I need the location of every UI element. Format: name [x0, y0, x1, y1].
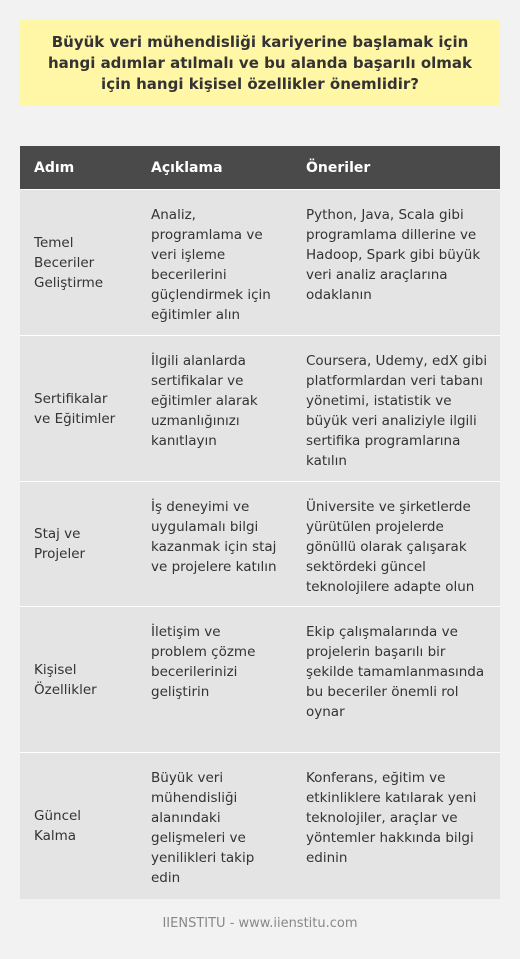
table-header-row [20, 146, 500, 190]
step-cell: Staj ve Projeler [34, 526, 86, 562]
table-row [20, 482, 500, 607]
page-title: Büyük veri mühendisliği kariyerine başlamak için hangi adımlar atılmalı ve bu alanda başarılı olmak için hangi kişisel özellikler önemlidir? [47, 32, 472, 93]
description-cell: İlgili alanlarda sertifikalar ve eğitimler alarak uzmanlığınızı kanıtlayın [151, 353, 258, 449]
header-step: Adım [34, 159, 75, 176]
step-cell: Güncel Kalma [34, 808, 82, 844]
table-row [20, 753, 500, 899]
title-banner [20, 20, 500, 106]
header-suggestion: Öneriler [306, 159, 371, 176]
suggestion-cell: Üniversite ve şirketlerde yürütülen projelerde gönüllü olarak çalışarak sektördeki güncel teknolojilere adapte olun [306, 499, 475, 595]
description-cell: İletişim ve problem çözme becerilerinizi geliştirin [151, 624, 256, 700]
suggestion-cell: Python, Java, Scala gibi programlama dillerine ve Hadoop, Spark gibi büyük veri analiz araçlarına odaklanın [306, 207, 481, 303]
step-cell: Temel Beceriler Geliştirme [34, 234, 104, 291]
suggestion-cell: Coursera, Udemy, edX gibi platformlardan veri tabanı yönetimi, istatistik ve büyük veri analiziyle ilgili sertifika programlarına katılın [306, 353, 488, 469]
step-cell: Sertifikalar ve Eğitimler [34, 390, 116, 427]
header-description: Açıklama [151, 159, 223, 176]
suggestion-cell: Konferans, eğitim ve etkinliklere katılarak yeni teknolojiler, araçlar ve yöntemler hakkında bilgi edinin [306, 770, 477, 866]
suggestion-cell: Ekip çalışmalarında ve projelerin başarılı bir şekilde tamamlanmasında bu beceriler önemli rol oynar [306, 624, 485, 720]
steps-table [20, 146, 500, 899]
description-cell: İş deneyimi ve uygulamalı bilgi kazanmak için staj ve projelere katılın [151, 499, 277, 575]
step-cell: Kişisel Özellikler [34, 661, 97, 698]
footer-credit: IIENSTITU - www.iienstitu.com [162, 916, 358, 931]
table-row [20, 190, 500, 336]
table-row [20, 607, 500, 753]
description-cell: Analiz, programlama ve veri işleme becerilerini güçlendirmek için eğitimler alın [151, 207, 271, 323]
description-cell: Büyük veri mühendisliği alanındaki gelişmeleri ve yenilikleri takip edin [151, 770, 255, 886]
table-row [20, 336, 500, 482]
